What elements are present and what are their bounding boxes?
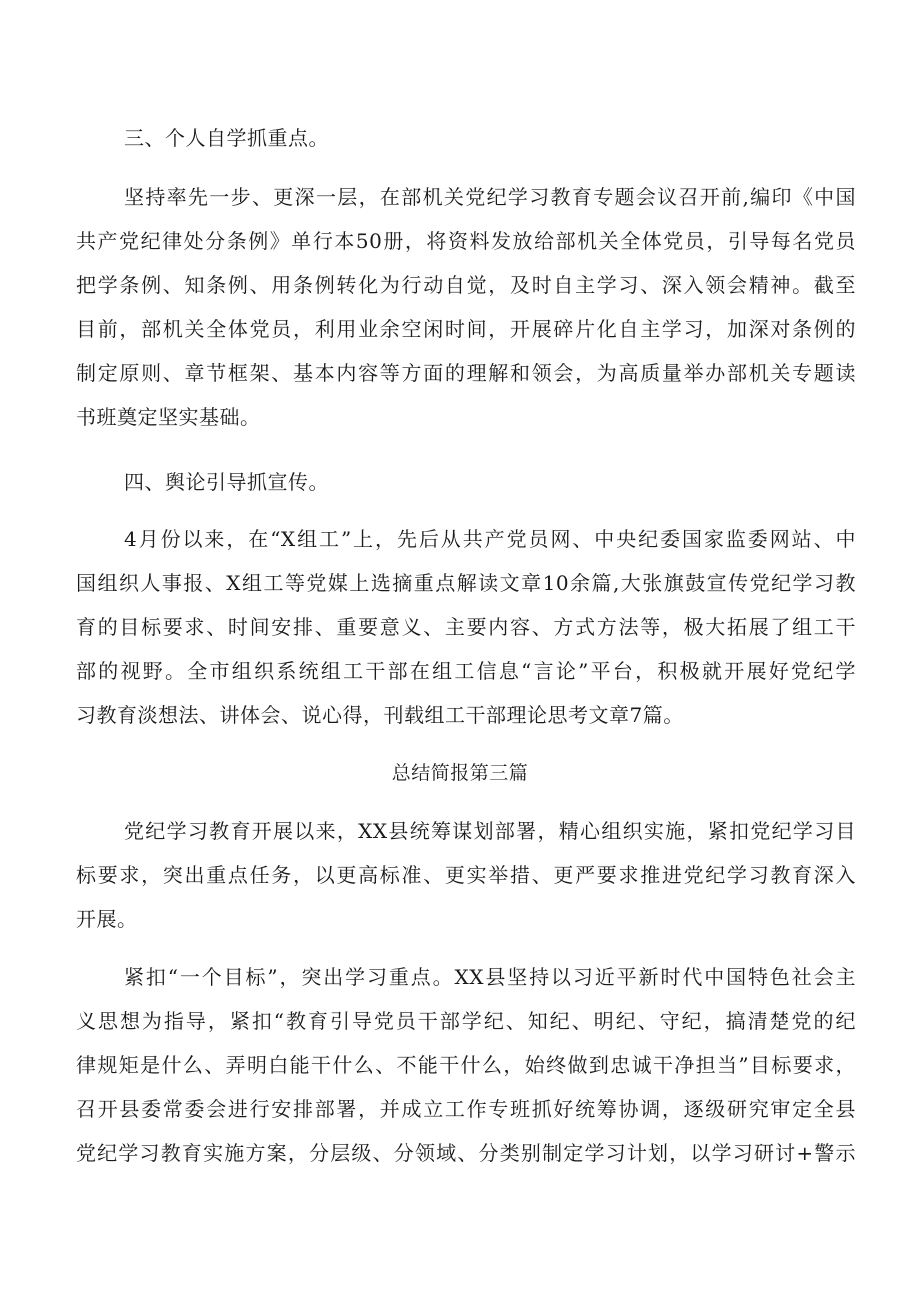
part-3-para-1-line-1: 党纪学习教育开展以来，XX县统筹谋划部署，精心组织实施，紧扣党纪学习目 [124, 819, 856, 843]
section-3-line-5: 制定原则、章节框架、基本内容等方面的理解和领会，为高质量举办部机关专题读 [76, 361, 856, 385]
part-3-para-2-line-1: 紧扣“一个目标”，突出学习重点。XX县坚持以习近平新时代中国特色社会主 [124, 965, 856, 989]
part-3-para-2-line-4: 召开县委常委会进行安排部署，并成立工作专班抓好统筹协调，逐级研究审定全县 [76, 1097, 856, 1121]
section-3-line-3: 把学条例、知条例、用条例转化为行动自觉，及时自主学习、深入领会精神。截至 [76, 273, 856, 297]
part-3-para-2-line-3: 律规矩是什么、弄明白能干什么、不能干什么，始终做到忠诚干净担当”目标要求， [76, 1053, 856, 1077]
part-3-para-1-line-3: 开展。 [76, 907, 138, 931]
part-3-para-2-line-2: 义思想为指导，紧扣“教育引导党员干部学纪、知纪、明纪、守纪，搞清楚党的纪 [76, 1009, 856, 1033]
section-4-line-2: 国组织人事报、X组工等党媒上选摘重点解读文章10余篇,大张旗鼓宣传党纪学习教 [76, 571, 856, 595]
part-3-title: 总结简报第三篇 [391, 762, 529, 784]
part-3-para-1-line-2: 标要求，突出重点任务，以更高标准、更实举措、更严要求推进党纪学习教育深入 [76, 863, 856, 887]
section-3-heading: 三、个人自学抓重点。 [124, 126, 329, 150]
section-3-line-2: 共产党纪律处分条例》单行本50册，将资料发放给部机关全体党员，引导每名党员 [76, 229, 856, 253]
section-3-line-6: 书班奠定坚实基础。 [76, 405, 261, 429]
section-4-heading: 四、舆论引导抓宣传。 [124, 470, 329, 494]
section-4-line-5: 习教育淡想法、讲体会、说心得，刊载组工干部理论思考文章7篇。 [76, 703, 684, 727]
part-3-para-2-line-5: 党纪学习教育实施方案，分层级、分领域、分类别制定学习计划，以学习研讨+警示 [76, 1141, 856, 1165]
section-4-line-3: 育的目标要求、时间安排、重要意义、主要内容、方式方法等，极大拓展了组工干 [76, 615, 856, 639]
section-3-line-4: 目前，部机关全体党员，利用业余空闲时间，开展碎片化自主学习，加深对条例的 [76, 317, 856, 341]
section-4-line-4: 部的视野。全市组织系统组工干部在组工信息“言论”平台，积极就开展好党纪学 [76, 659, 856, 683]
section-4-line-1: 4月份以来，在“X组工”上，先后从共产党员网、中央纪委国家监委网站、中 [124, 527, 856, 551]
section-3-line-1: 坚持率先一步、更深一层，在部机关党纪学习教育专题会议召开前,编印《中国 [124, 185, 856, 209]
